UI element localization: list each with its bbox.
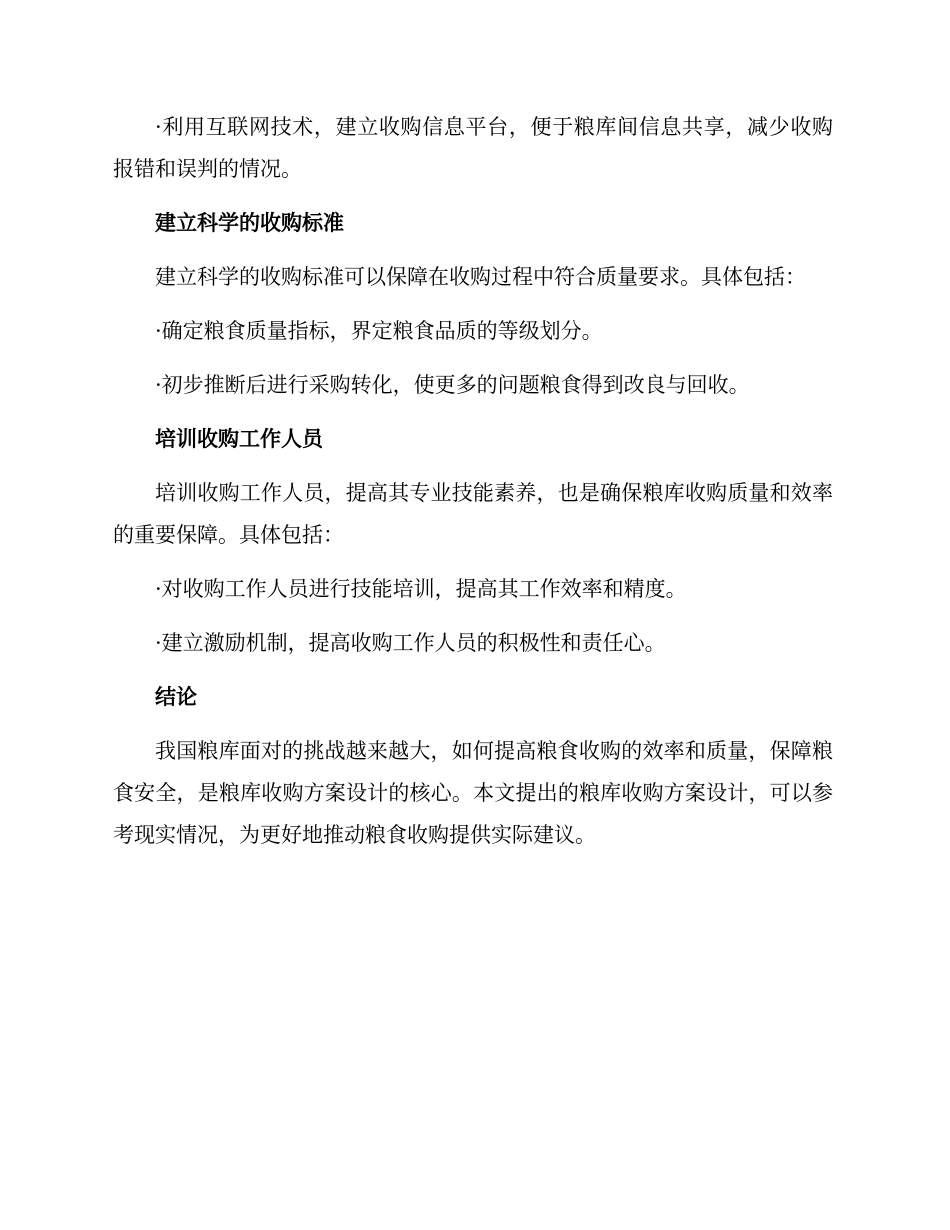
bullet-skill-training: ·对收购工作人员进行技能培训，提高其工作效率和精度。 <box>155 577 687 601</box>
bullet-procurement-conversion: ·初步推断后进行采购转化，使更多的问题粮食得到改良与回收。 <box>155 373 750 397</box>
bullet-incentive-mechanism: ·建立激励机制，提高收购工作人员的积极性和责任心。 <box>155 631 666 655</box>
paragraph-standards-intro: 建立科学的收购标准可以保障在收购过程中符合质量要求。具体包括： <box>155 265 806 289</box>
section-heading-conclusion: 结论 <box>155 685 197 709</box>
section-heading-standards: 建立科学的收购标准 <box>155 211 344 235</box>
section-heading-training: 培训收购工作人员 <box>155 427 323 451</box>
bullet-quality-indicators: ·确定粮食质量指标，界定粮食品质的等级划分。 <box>155 319 603 343</box>
paragraph-conclusion: 我国粮库面对的挑战越来越大，如何提高粮食收购的效率和质量，保障粮食安全，是粮库收购方案设计的核心。本文提出的粮库收购方案设计，可以参考现实情况，为更好地推动粮食收购提供实际建议。 <box>113 739 833 847</box>
bullet-paragraph-internet-platform: ·利用互联网技术，建立收购信息平台，便于粮库间信息共享，减少收购报错和误判的情况。 <box>113 115 833 181</box>
document-page <box>113 106 833 868</box>
paragraph-training-intro: 培训收购工作人员，提高其专业技能素养，也是确保粮库收购质量和效率的重要保障。具体包括： <box>113 481 833 547</box>
